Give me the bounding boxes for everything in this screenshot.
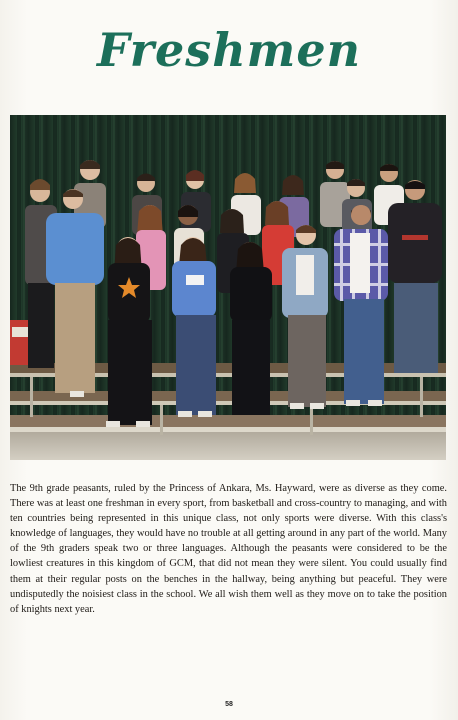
page-title: Freshmen [96, 23, 362, 77]
class-photo [10, 115, 446, 460]
photo-caption: The 9th grade peasants, ruled by the Princess of Ankara, Ms. Hayward, were as diverse as they come. There was at least one freshman in every sport, from basketball and cross-country to managing, and with ten countries being represented in this unique class, not only sports were diverse. With this class's knowledge of languages, they would have no trouble at all getting around in any part of the world. Many of the 9th graders speak two or three languages. Although the peasants were considered to be the lowliest creatures in this kingdom of GCM, that did not mean they were silent. You could usually find them at their regular posts on the benches in the hallway, being anything but peaceful. They were undisputedly the noisiest class in the school. We all wish them well as they move on to take the position of knights next year. [10, 483, 447, 615]
class-photo-illustration [10, 115, 446, 460]
page-number: 58 [225, 701, 233, 708]
